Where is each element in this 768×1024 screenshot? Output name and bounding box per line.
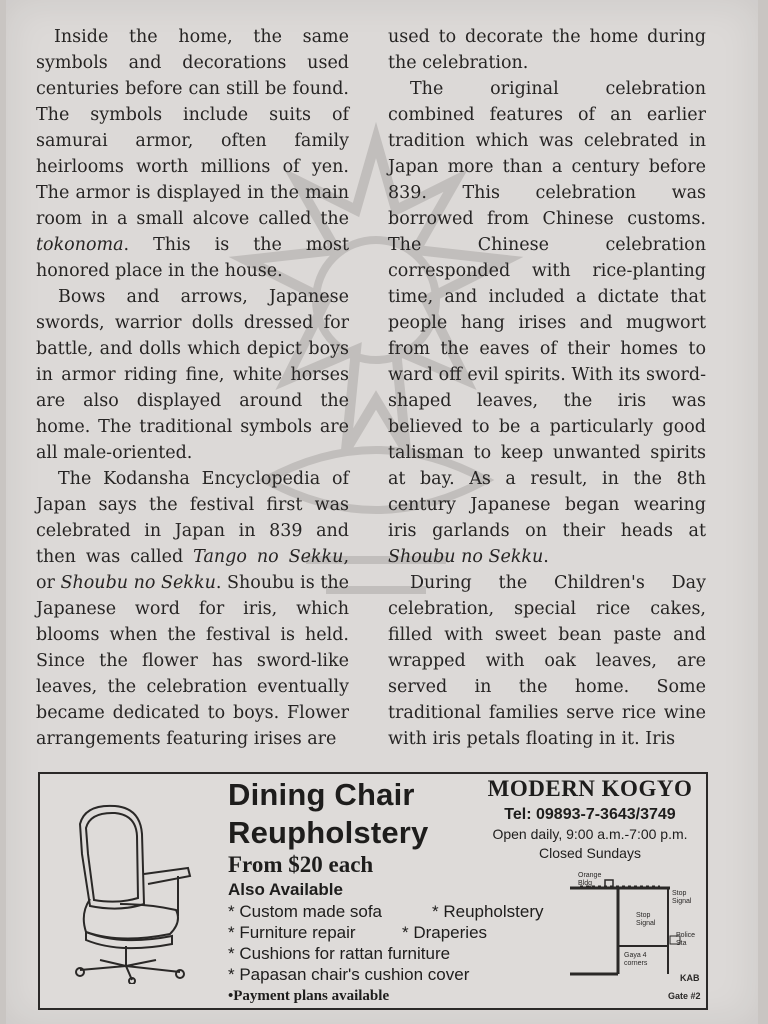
- paragraph-decorate: used to decorate the home during the celebration.: [388, 27, 706, 73]
- paragraph-rice-cakes: During the Children's Day celebration, special rice cakes, filled with sweet bean paste and wrapped with oak leaves, are served in the home. Some traditional families serve rice wine with iris petals floating in it. Iris: [388, 573, 706, 749]
- article-right-column: [388, 24, 706, 752]
- paragraph-original: [388, 76, 706, 570]
- paragraph-bows: Bows and arrows, Japanese swords, warrior dolls dressed for battle, and dolls which depict boys in armor riding fine, white horses are also displayed around the home. The traditional symbols are all male-oriented.: [36, 287, 349, 463]
- company-telephone: Tel: 09893-7-3643/3749: [504, 806, 676, 823]
- map-label-police-sta: Police Sta: [676, 932, 696, 947]
- term-tango-no-sekku: Tango no Sekku: [193, 547, 344, 567]
- text-honored-place: . This is the most honored place in the house.: [36, 235, 349, 281]
- ad-item-reupholstery: * Reupholstery: [432, 902, 544, 921]
- term-shoubu-no-sekku-2: Shoubu no Sekku: [388, 547, 544, 567]
- paragraph-armor: [36, 24, 349, 284]
- ad-also-available: Also Available: [228, 880, 343, 899]
- ad-item-draperies: * Draperies: [402, 923, 488, 942]
- map-label-gate-2: Gate #2: [668, 991, 701, 1001]
- text-or: , or: [36, 547, 350, 593]
- map-label-stop-signal-1: Stop Signal: [672, 890, 692, 905]
- ad-payment-plans: •Payment plans available: [228, 988, 390, 1004]
- map-label-kab: KAB: [680, 973, 700, 983]
- ad-title-reupholstery: Reupholstery: [228, 815, 429, 850]
- location-map: [530, 866, 702, 1006]
- text-period: .: [543, 547, 549, 567]
- company-hours: Open daily, 9:00 a.m.-7:00 p.m.: [492, 826, 688, 842]
- term-shoubu-no-sekku: Shoubu no Sekku: [60, 573, 216, 593]
- term-tokonoma: tokonoma: [36, 235, 124, 255]
- text-original: The original celebration combined features of an earlier tradition which was celebrated in Japan more than a century before 839. This celebration was borrowed from Chinese customs. The Chinese celebration corresponded with rice-planting time, and included a dictate that people hang irises and mugwort from the eaves of their homes to ward off evil spirits. With its sword-shaped leaves, the iris was believed to be a particularly good talisman to keep unwanted spirits at bay. As a result, in the 8th century Japanese began wearing iris garlands on their heads at: [388, 79, 706, 541]
- text-armor: Inside the home, the same symbols and decorations used centuries before can still be found. The symbols include suits of samurai armor, often family heirlooms worth millions of yen. The armor is displayed in the main room in a small alcove called the: [36, 27, 349, 229]
- company-closed-days: Closed Sundays: [539, 845, 641, 861]
- map-label-gaya-4-corners: Gaya 4 corners: [624, 952, 648, 967]
- ad-item-custom-sofa: * Custom made sofa: [228, 902, 383, 921]
- company-name: MODERN KOGYO: [487, 776, 693, 801]
- ad-item-papasan-cushion: * Papasan chair's cushion cover: [228, 965, 470, 984]
- ad-item-rattan-cushions: * Cushions for rattan furniture: [228, 944, 451, 963]
- dining-chair-icon: [60, 794, 200, 984]
- map-label-orange-bldg: Orange Bldg: [578, 872, 602, 887]
- ad-price: From $20 each: [228, 852, 374, 877]
- magazine-page: [6, 0, 758, 1024]
- ad-title-dining-chair: Dining Chair: [228, 777, 415, 812]
- advertisement-box: [38, 772, 708, 1010]
- article-left-column: [36, 24, 349, 752]
- ad-item-furniture-repair: * Furniture repair: [228, 923, 356, 942]
- map-label-stop-signal-2: Stop Signal: [636, 912, 656, 927]
- text-kodansha: The Kodansha Encyclopedia of Japan says the festival first was celebrated in Japan in 839 and then was called: [36, 469, 349, 567]
- paragraph-kodansha: [36, 466, 349, 752]
- text-shoubu-iris: . Shoubu is the Japanese word for iris, which blooms when the festival is held. Since the flower has sword-like leaves, the celebration eventually became dedicated to boys. Flower arrangements featuring irises are: [36, 573, 349, 749]
